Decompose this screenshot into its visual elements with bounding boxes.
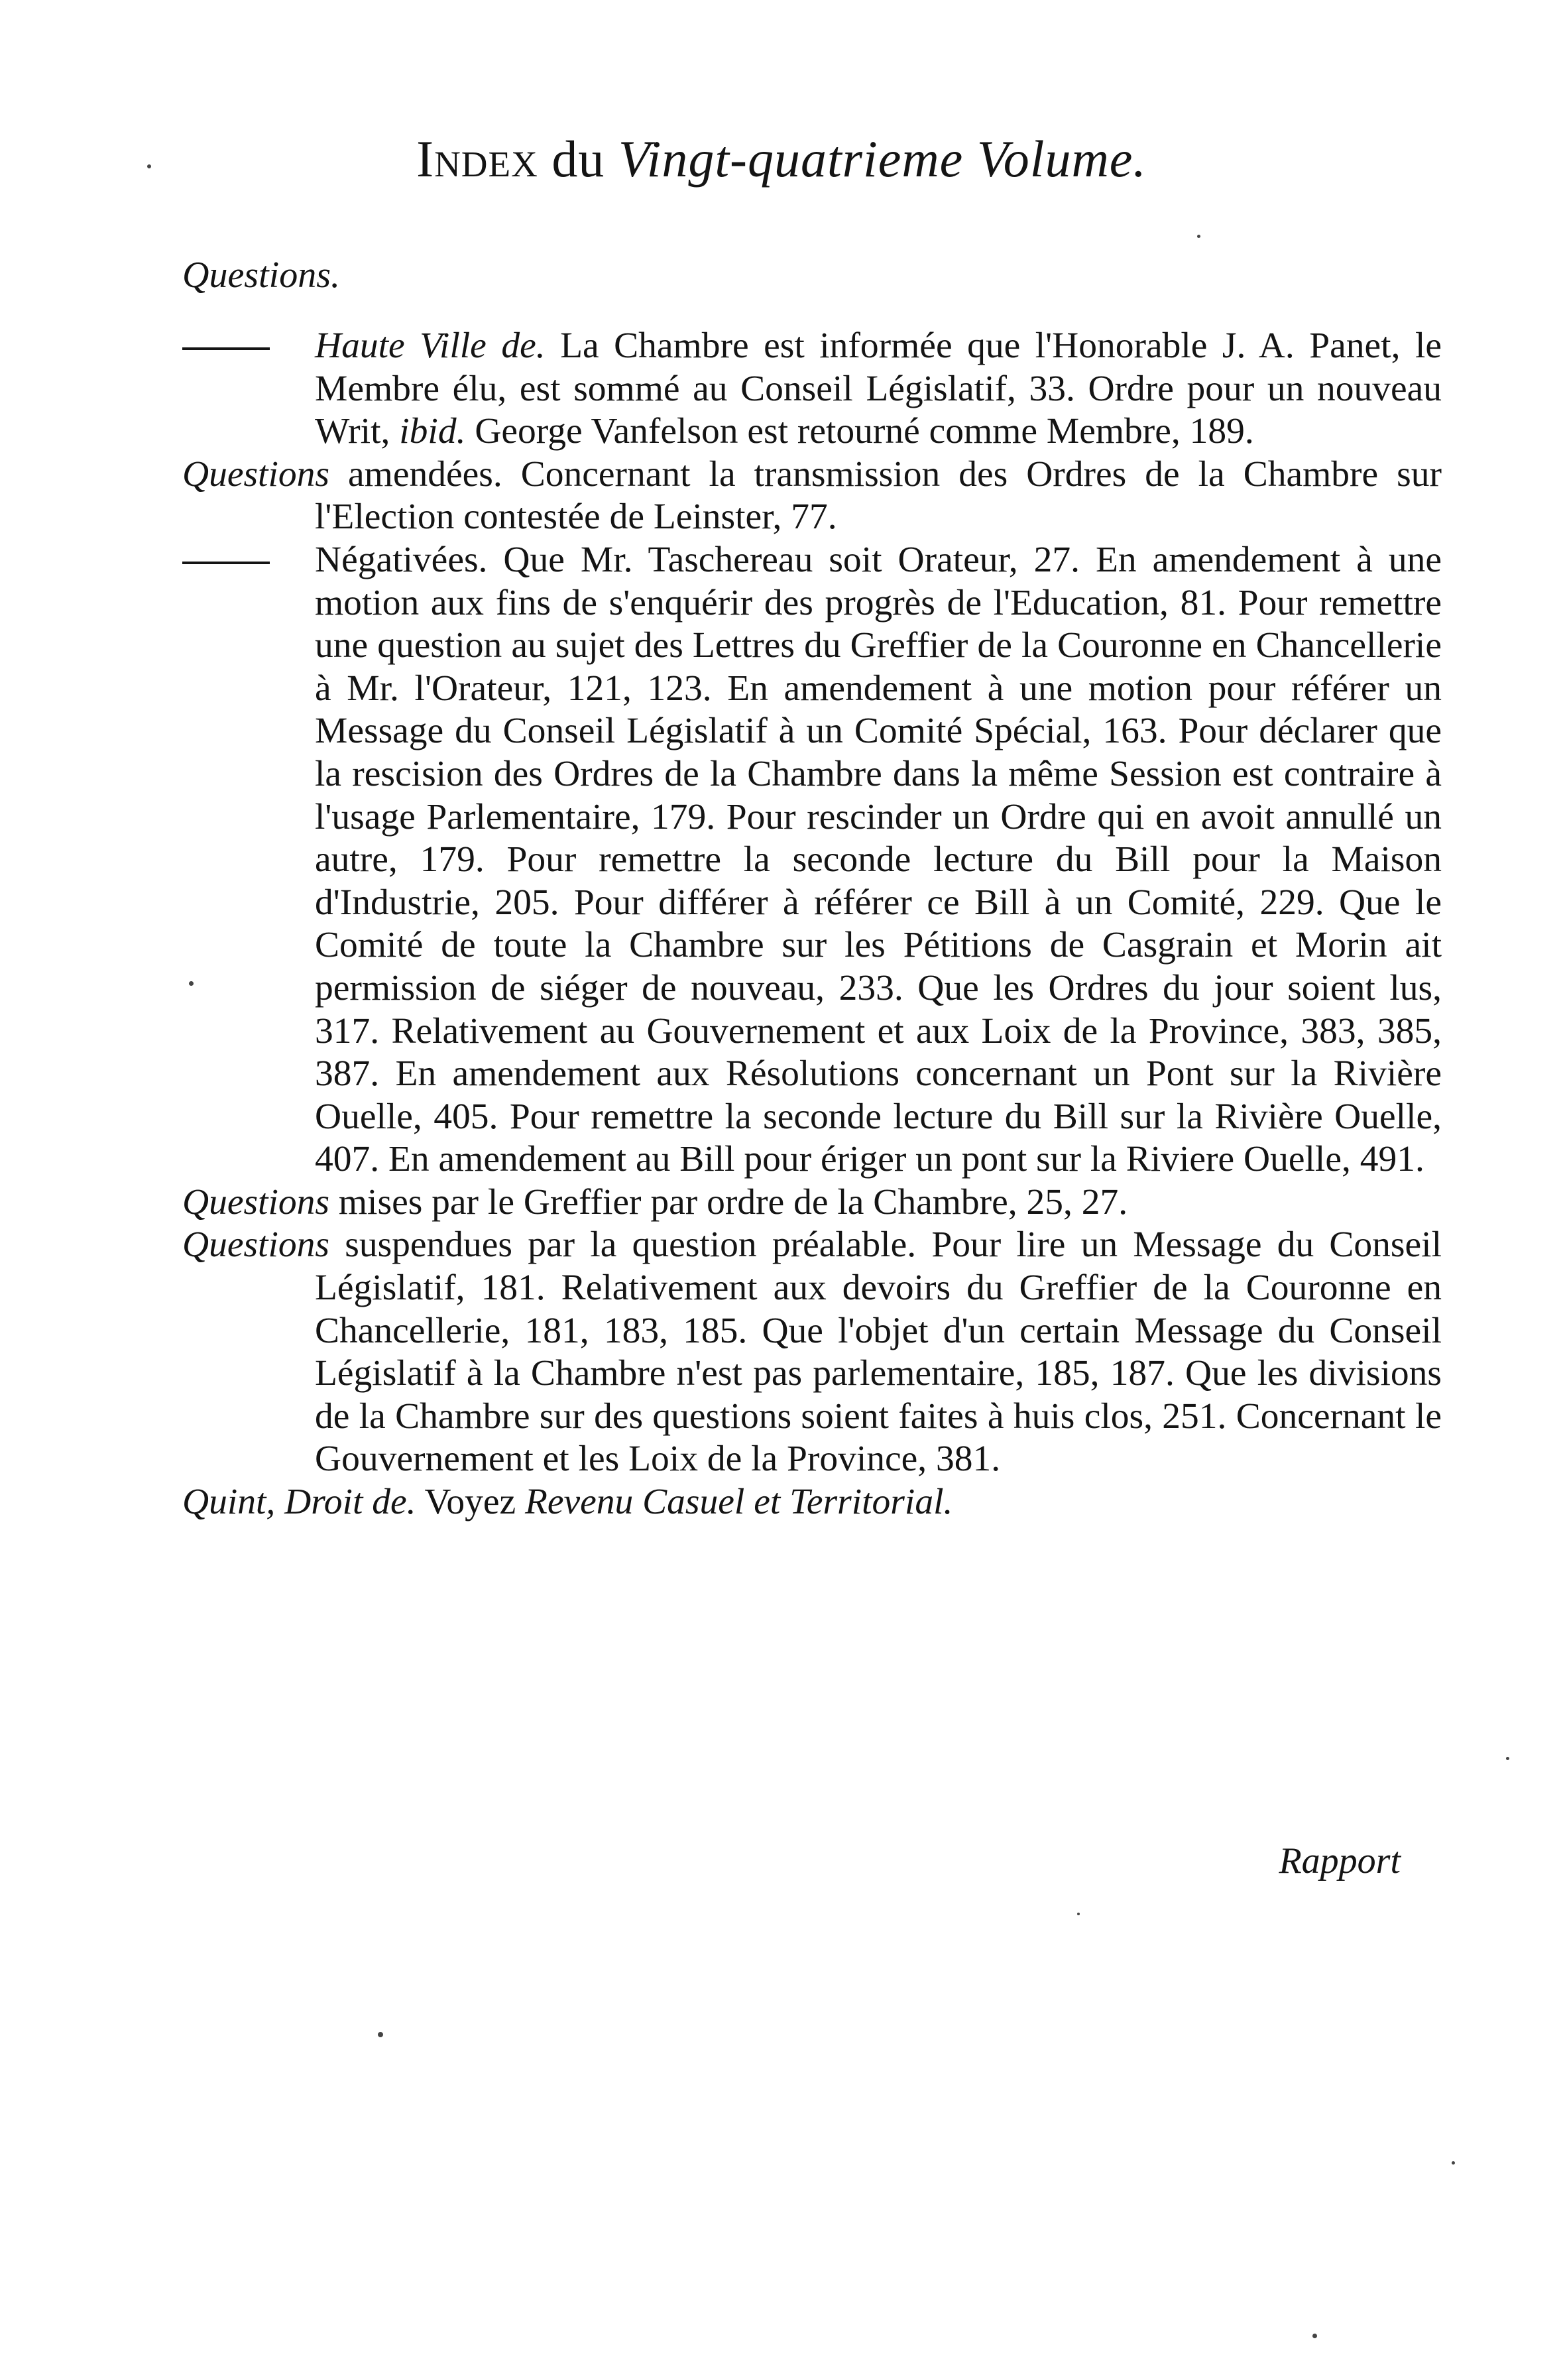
index-entry-negativees bbox=[182, 539, 1442, 1181]
index-body bbox=[182, 325, 1442, 1524]
entry-text: mises par le Greffier par ordre de la Chambre, 25, 27. bbox=[329, 1181, 1128, 1222]
scan-speck bbox=[1197, 235, 1200, 238]
index-entry-questions-suspendues bbox=[182, 1224, 1442, 1481]
index-entry-questions-mises bbox=[182, 1181, 1442, 1224]
scan-speck bbox=[378, 2032, 383, 2037]
entry-head: Questions bbox=[182, 1181, 329, 1222]
page-header bbox=[0, 126, 1563, 192]
entry-cross-reference: Revenu Casuel et Territorial. bbox=[524, 1482, 953, 1523]
ditto-dash bbox=[182, 562, 270, 564]
entry-head: Questions bbox=[182, 453, 329, 495]
scan-speck bbox=[1452, 2161, 1455, 2165]
scan-speck bbox=[147, 164, 151, 168]
entry-text-continued: George Vanfelson est retourné comme Membre, 189. bbox=[465, 411, 1254, 452]
scan-speck bbox=[1312, 2334, 1317, 2338]
entry-head: Haute Ville de. bbox=[315, 326, 546, 366]
entry-text: amendées. Concernant la transmission des Ordres de la Chambre sur l'Election contestée de Leinster, 77. bbox=[315, 453, 1442, 538]
index-entry-haute-ville bbox=[182, 325, 1442, 453]
scan-speck bbox=[1506, 1757, 1509, 1760]
index-entry-quint bbox=[182, 1481, 1442, 1524]
header-index-word: Index bbox=[416, 130, 538, 188]
entry-text: Négativées. Que Mr. Taschereau soit Orateur, 27. En amendement à une motion aux fins de s'enquérir des progrès de l'Education, 81. Pour remettre une question au sujet des Lettres du Greffier de la Couronne en Chancellerie à Mr. l'Orateur, 121, 123. En amendement à une motion pour référer un Message du Conseil Législatif à un Comité Spécial, 163. Pour déclarer que la rescision des Ordres de la Chambre dans la même Session est contraire à l'usage Parlementaire, 179. Pour rescinder un Ordre qui en avoit annullé un autre, 179. Pour remettre la seconde lecture du Bill pour la Maison d'Industrie, 205. Pour différer à référer ce Bill à un Comité, 229. Que le Comité de toute la Chambre sur les Pétitions de Casgrain et Morin ait permission de siéger de nouveau, 233. Que les Ordres du jour soient lus, 317. Relativement au Gouvernement et aux Loix de la Province, 383, 385, 387. En amendement aux Résolutions concernant un Pont sur la Rivière Ouelle, 405. Pour remettre la seconde lecture du Bill sur la Rivière Ouelle, 407. En amendement au Bill pour ériger un pont sur la Riviere Ouelle, 491. bbox=[315, 539, 1442, 1180]
entry-ibid: ibid. bbox=[399, 411, 466, 452]
header-du: du bbox=[551, 130, 605, 188]
entry-head: Questions bbox=[182, 1224, 329, 1266]
scan-speck bbox=[1077, 1913, 1080, 1915]
header-volume-title: Vingt-quatrieme Volume. bbox=[618, 130, 1147, 188]
entry-text: Voyez bbox=[416, 1482, 525, 1523]
entry-text: suspendues par la question préalable. Pour lire un Message du Conseil Législatif, 181. Relativement aux devoirs du Greffier de la Couronne en Chancellerie, 181, 183, 185. Que l'objet d'un certain Message du Conseil Législatif à la Chambre n'est pas parlementaire, 185, 187. Que les divisions de la Chambre sur des questions soient faites à huis clos, 251. Concernant le Gouvernement et les Loix de la Province, 381. bbox=[315, 1224, 1442, 1480]
entry-text: La Chambre est informée que l'Honorable J. A. Panet, le Membre élu, est sommé au Conseil Législatif, 33. Ordre pour un nouveau Writ, bbox=[315, 326, 1442, 452]
index-entry-questions-amendees bbox=[182, 453, 1442, 539]
entry-head: Quint, Droit de. bbox=[182, 1482, 416, 1523]
ditto-dash bbox=[182, 347, 270, 350]
catchword: Rapport bbox=[1279, 1840, 1401, 1881]
running-head: Questions. bbox=[182, 255, 340, 296]
scan-speck bbox=[189, 981, 194, 986]
